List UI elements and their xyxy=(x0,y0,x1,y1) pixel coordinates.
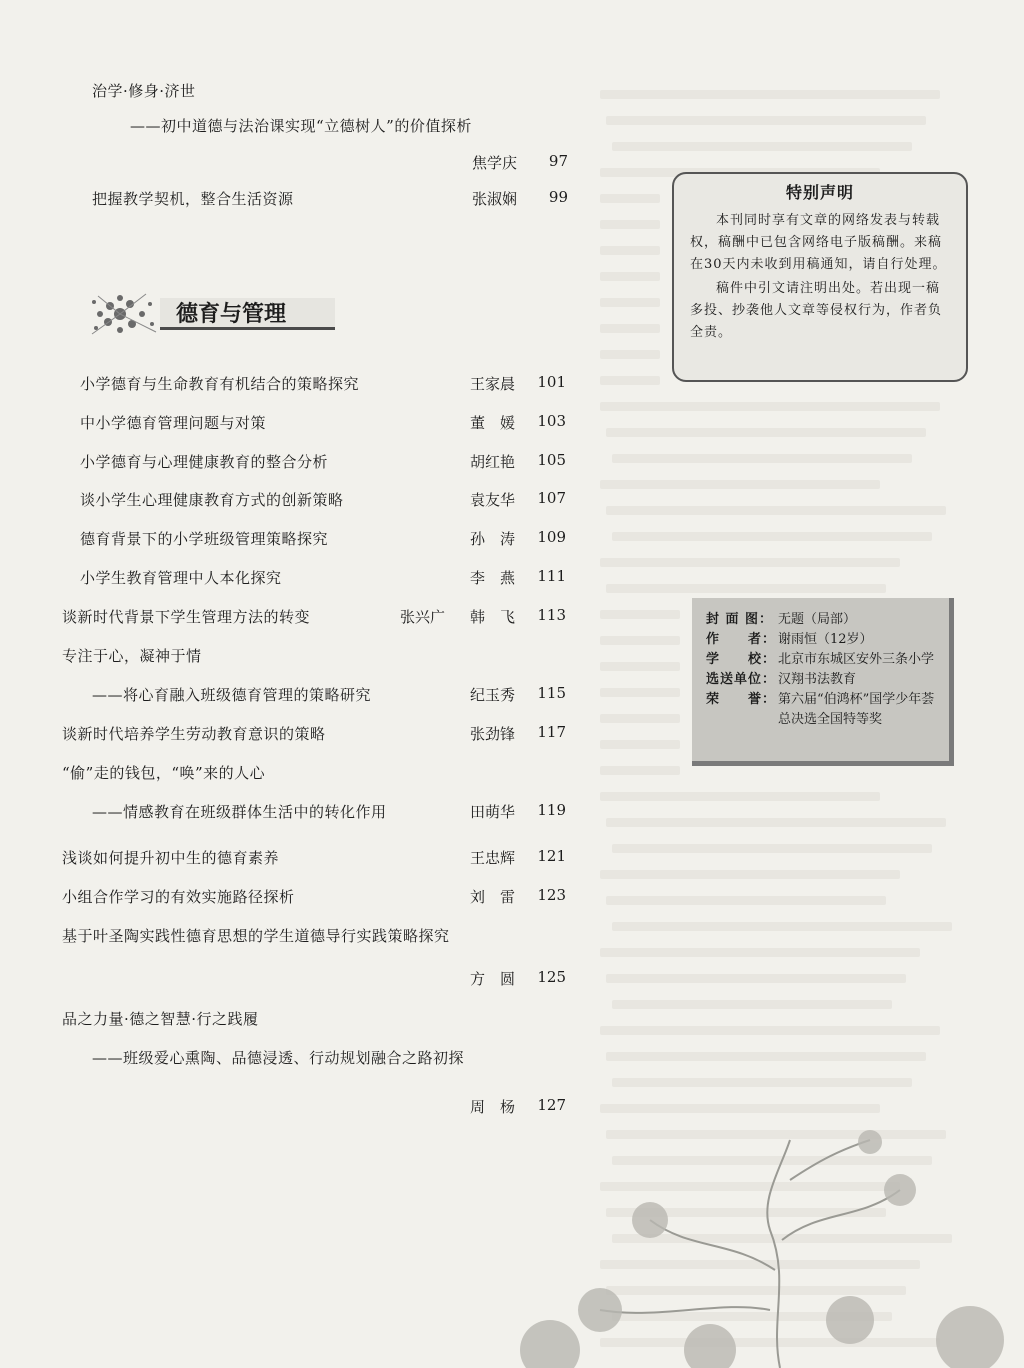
cover-info-box xyxy=(692,598,954,766)
ghost-line xyxy=(612,532,932,541)
cover-info-row xyxy=(706,630,935,650)
toc-entry-title[interactable]: “偷”走的钱包，“唤”来的人心 xyxy=(62,764,266,782)
toc-entry-title[interactable]: 把握教学契机，整合生活资源 xyxy=(92,190,294,208)
toc-entry-page[interactable]: 121 xyxy=(537,847,566,865)
cover-label: 荣 誉： xyxy=(706,692,777,707)
ghost-line xyxy=(600,558,900,567)
cover-info-row xyxy=(706,610,935,630)
ghost-line xyxy=(600,272,660,281)
toc-entry-title[interactable]: 治学·修身·济世 xyxy=(92,82,196,100)
toc-entry-author: 焦学庆 xyxy=(472,154,518,172)
ghost-line xyxy=(600,792,880,801)
toc-entry-title[interactable]: 专注于心，凝神于情 xyxy=(62,647,202,665)
ghost-line xyxy=(600,740,680,749)
ghost-line xyxy=(600,194,660,203)
ghost-line xyxy=(600,90,940,99)
toc-entry-page[interactable]: 117 xyxy=(537,723,566,741)
ghost-line xyxy=(606,896,886,905)
toc-entry-author: 李 燕 xyxy=(470,569,516,587)
ghost-line xyxy=(600,220,660,229)
toc-entry-page[interactable]: 115 xyxy=(537,684,566,702)
cover-value: 汉翔书法教育 xyxy=(778,672,857,687)
toc-entry-page[interactable]: 109 xyxy=(537,528,566,546)
toc-entry-title[interactable]: 小学德育与心理健康教育的整合分析 xyxy=(80,453,329,471)
toc-entry-page[interactable]: 123 xyxy=(537,886,566,904)
notice-paragraph: 本刊同时享有文章的网络发表与转载权，稿酬中已包含网络电子版稿酬。来稿在30天内未收到用稿通知，请自行处理。 xyxy=(690,213,947,272)
ghost-line xyxy=(600,610,680,619)
toc-entry-author: 王家晨 xyxy=(470,375,516,393)
toc-entry-subtitle[interactable]: ——班级爱心熏陶、品德浸透、行动规划融合之路初探 xyxy=(92,1049,465,1067)
toc-entry-author: 张兴广 xyxy=(400,608,446,626)
toc-entry-page[interactable]: 113 xyxy=(537,606,566,624)
toc-entry-page[interactable]: 107 xyxy=(537,489,566,507)
ghost-line xyxy=(606,1052,926,1061)
ghost-line xyxy=(600,948,920,957)
ghost-line xyxy=(600,662,680,671)
cover-info-row xyxy=(706,690,935,730)
ghost-line xyxy=(612,1078,912,1087)
toc-entry-subtitle[interactable]: ——初中道德与法治课实现“立德树人”的价值探析 xyxy=(130,117,472,135)
toc-entry-author: 胡红艳 xyxy=(470,453,516,471)
ghost-line xyxy=(600,324,660,333)
ghost-line xyxy=(600,766,680,775)
cover-info-row xyxy=(706,670,935,690)
notice-title: 特别声明 xyxy=(785,183,854,202)
ghost-line xyxy=(612,142,912,151)
toc-entry-title[interactable]: 谈小学生心理健康教育方式的创新策略 xyxy=(80,491,344,509)
ghost-line xyxy=(612,1000,892,1009)
toc-entry-title[interactable]: 小组合作学习的有效实施路径探析 xyxy=(62,888,295,906)
toc-entry-author: 张劲锋 xyxy=(470,725,516,743)
toc-entry-author: 刘 雷 xyxy=(470,888,516,906)
cover-value: 谢雨恒（12岁） xyxy=(778,632,873,647)
notice-paragraph: 稿件中引文请注明出处。若出现一稿多投、抄袭他人文章等侵权行为，作者负全责。 xyxy=(690,281,943,340)
ghost-line xyxy=(606,116,926,125)
ghost-line xyxy=(600,298,660,307)
special-notice-box xyxy=(672,172,968,382)
toc-entry-title[interactable]: 中小学德育管理问题与对策 xyxy=(80,414,267,432)
cover-info-row xyxy=(706,650,935,670)
cover-value: 北京市东城区安外三条小学 xyxy=(778,652,935,667)
toc-entry-title[interactable]: 小学生教育管理中人本化探究 xyxy=(80,569,282,587)
toc-entry-title[interactable]: 浅谈如何提升初中生的德育素养 xyxy=(62,849,280,867)
toc-entry-title[interactable]: 品之力量·德之智慧·行之践履 xyxy=(62,1010,259,1028)
toc-entry-author: 方 圆 xyxy=(470,970,516,988)
ghost-line xyxy=(606,428,926,437)
toc-entry-page[interactable]: 103 xyxy=(537,412,566,430)
toc-entry-page[interactable]: 105 xyxy=(537,451,566,469)
toc-entry-page[interactable]: 111 xyxy=(537,567,566,585)
ghost-line xyxy=(600,480,880,489)
ghost-line xyxy=(600,246,660,255)
toc-entry-author: 孙 涛 xyxy=(470,530,516,548)
cover-value: 无题（局部） xyxy=(778,612,857,627)
toc-entry-page[interactable]: 99 xyxy=(548,188,568,206)
ghost-line xyxy=(600,1026,940,1035)
toc-entry-subtitle[interactable]: ——情感教育在班级群体生活中的转化作用 xyxy=(92,803,387,821)
ghost-line xyxy=(606,818,946,827)
ghost-line xyxy=(606,506,946,515)
section-banner xyxy=(90,290,340,338)
ghost-line xyxy=(600,1104,880,1113)
toc-entry-author: 张淑娴 xyxy=(472,190,518,208)
ghost-line xyxy=(606,584,886,593)
flower-ornament-icon xyxy=(90,290,170,338)
toc-entry-page[interactable]: 125 xyxy=(537,968,566,986)
ghost-line xyxy=(600,714,680,723)
toc-entry-author: 周 杨 xyxy=(470,1098,516,1116)
toc-entry-title[interactable]: 德育背景下的小学班级管理策略探究 xyxy=(80,530,329,548)
ghost-line xyxy=(600,870,900,879)
toc-entry-page[interactable]: 101 xyxy=(537,373,566,391)
toc-entry-title[interactable]: 谈新时代培养学生劳动教育意识的策略 xyxy=(62,725,326,743)
ghost-line xyxy=(612,844,932,853)
toc-entry-author: 韩 飞 xyxy=(470,608,516,626)
toc-entry-author: 田萌华 xyxy=(470,803,516,821)
ghost-line xyxy=(612,922,952,931)
cover-label: 作 者： xyxy=(706,632,777,647)
toc-entry-title[interactable]: 基于叶圣陶实践性德育思想的学生道德导行实践策略探究 xyxy=(62,927,450,945)
ghost-line xyxy=(606,974,906,983)
section-title: 德育与管理 xyxy=(160,298,335,330)
toc-entry-page[interactable]: 119 xyxy=(537,801,566,819)
toc-entry-title[interactable]: 小学德育与生命教育有机结合的策略探究 xyxy=(80,375,360,393)
toc-entry-page[interactable]: 97 xyxy=(548,152,568,170)
toc-entry-author: 王忠辉 xyxy=(470,849,516,867)
ghost-line xyxy=(600,636,680,645)
cover-value: 第六届“伯鸿杯”国学少年荟总决选全国特等奖 xyxy=(778,692,935,727)
toc-entry-title[interactable]: 谈新时代背景下学生管理方法的转变 xyxy=(62,608,311,626)
toc-entry-author: 纪玉秀 xyxy=(470,686,516,704)
toc-entry-author: 董 媛 xyxy=(470,414,516,432)
ghost-line xyxy=(612,454,912,463)
tree-illustration-icon xyxy=(490,1120,1024,1368)
ghost-line xyxy=(600,350,660,359)
toc-entry-page[interactable]: 127 xyxy=(537,1096,566,1114)
cover-label: 学 校： xyxy=(706,652,777,667)
toc-entry-author: 袁友华 xyxy=(470,491,516,509)
ghost-line xyxy=(600,402,940,411)
ghost-line xyxy=(600,688,680,697)
ghost-line xyxy=(600,376,660,385)
cover-label: 选送单位： xyxy=(706,672,777,687)
toc-entry-subtitle[interactable]: ——将心育融入班级德育管理的策略研究 xyxy=(92,686,372,704)
cover-label: 封 面 图： xyxy=(706,612,774,627)
